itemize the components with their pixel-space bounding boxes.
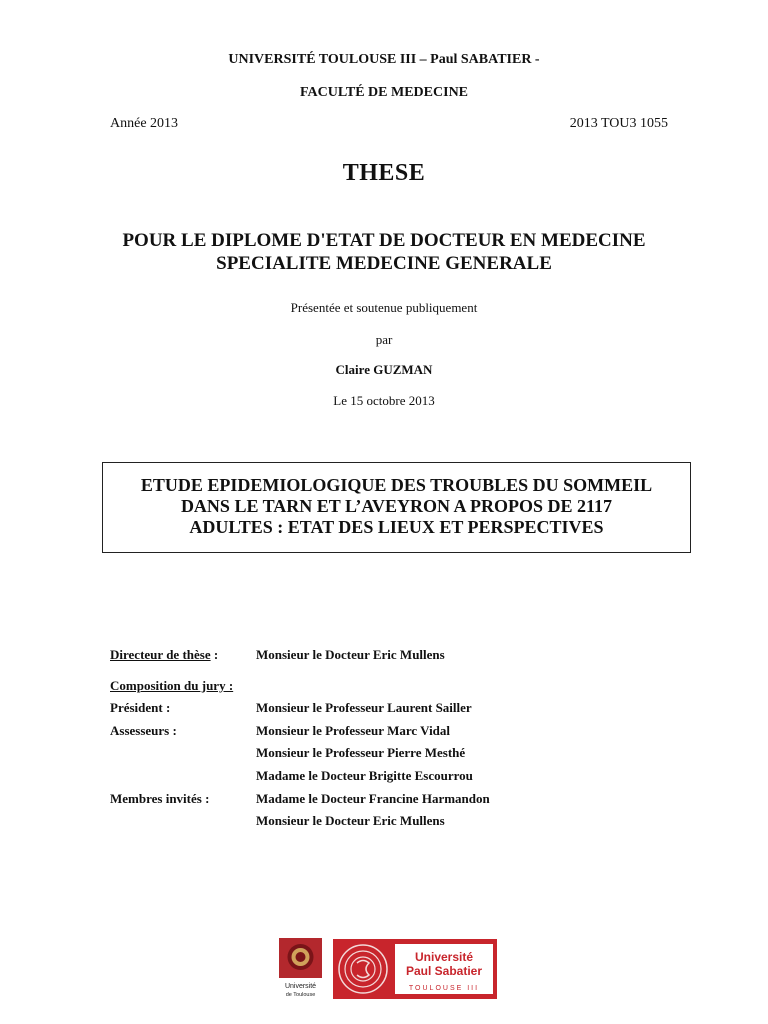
paul-sabatier-logo xyxy=(333,939,497,999)
logo2-line-2: Paul Sabatier xyxy=(405,964,483,978)
diploma-title xyxy=(0,229,768,275)
defense-date: Le 15 octobre 2013 xyxy=(333,393,435,408)
diploma-line-1: POUR LE DIPLOME D'ETAT DE DOCTEUR EN MEDECINE xyxy=(122,230,646,251)
thesis-title-line-2: DANS LE TARN ET L’AVEYRON A PROPOS DE 2117 xyxy=(180,496,613,516)
composition-label: Composition du jury : xyxy=(110,677,234,693)
toulouse-seal-icon xyxy=(277,936,324,1002)
assessor-name: Monsieur le Professeur Pierre Mesthé xyxy=(256,745,466,761)
reference-number: 2013 TOU3 1055 xyxy=(569,116,668,131)
director-name: Monsieur le Docteur Eric Mullens xyxy=(256,647,445,662)
faculty-name: FACULTÉ DE MEDECINE xyxy=(299,85,469,100)
author-name: Claire GUZMAN xyxy=(335,362,433,377)
invited-name: Madame le Docteur Francine Harmandon xyxy=(256,790,490,806)
director-label: Directeur de thèse : xyxy=(110,647,219,662)
university-name: UNIVERSITÉ TOULOUSE III – Paul SABATIER - xyxy=(228,52,540,67)
invited-row xyxy=(110,813,710,836)
assessor-name: Madame le Docteur Brigitte Escourrou xyxy=(256,767,473,783)
assessor-row xyxy=(110,723,710,746)
assessor-row xyxy=(110,768,710,791)
invited-row xyxy=(110,791,710,814)
diploma-line-2: SPECIALITE MEDECINE GENERALE xyxy=(216,253,552,274)
assessors-label: Assesseurs : xyxy=(110,722,177,738)
thesis-title-line-1: ETUDE EPIDEMIOLOGIQUE DES TROUBLES DU SOMMEIL xyxy=(140,475,653,495)
page-title: THESE xyxy=(342,160,426,186)
thesis-title-line-3: ADULTES : ETAT DES LIEUX ET PERSPECTIVES xyxy=(189,517,604,537)
year: Année 2013 xyxy=(110,116,179,131)
logo2-line-1: Université xyxy=(414,950,474,964)
thesis-title-box xyxy=(102,462,691,553)
president-name: Monsieur le Professeur Laurent Sailler xyxy=(256,700,472,716)
logo1-text-2: de Toulouse xyxy=(285,992,316,998)
president-label: Président : xyxy=(110,700,171,716)
logo2-line-3: TOULOUSE III xyxy=(408,985,480,992)
universite-de-toulouse-logo xyxy=(277,936,324,1002)
invited-label: Membres invités : xyxy=(110,790,210,806)
composition-row xyxy=(110,678,710,701)
presented-text: Présentée et soutenue publiquement xyxy=(290,300,478,315)
logo1-text-1: Université xyxy=(284,983,317,990)
invited-name: Monsieur le Docteur Eric Mullens xyxy=(256,813,445,829)
president-row xyxy=(110,700,710,723)
logos xyxy=(277,936,497,1002)
assessor-row xyxy=(110,745,710,768)
director-row xyxy=(110,647,710,670)
assessor-name: Monsieur le Professeur Marc Vidal xyxy=(256,722,451,738)
par-text: par xyxy=(375,332,393,347)
jury-section xyxy=(110,647,710,836)
paul-sabatier-emblem xyxy=(333,939,497,999)
